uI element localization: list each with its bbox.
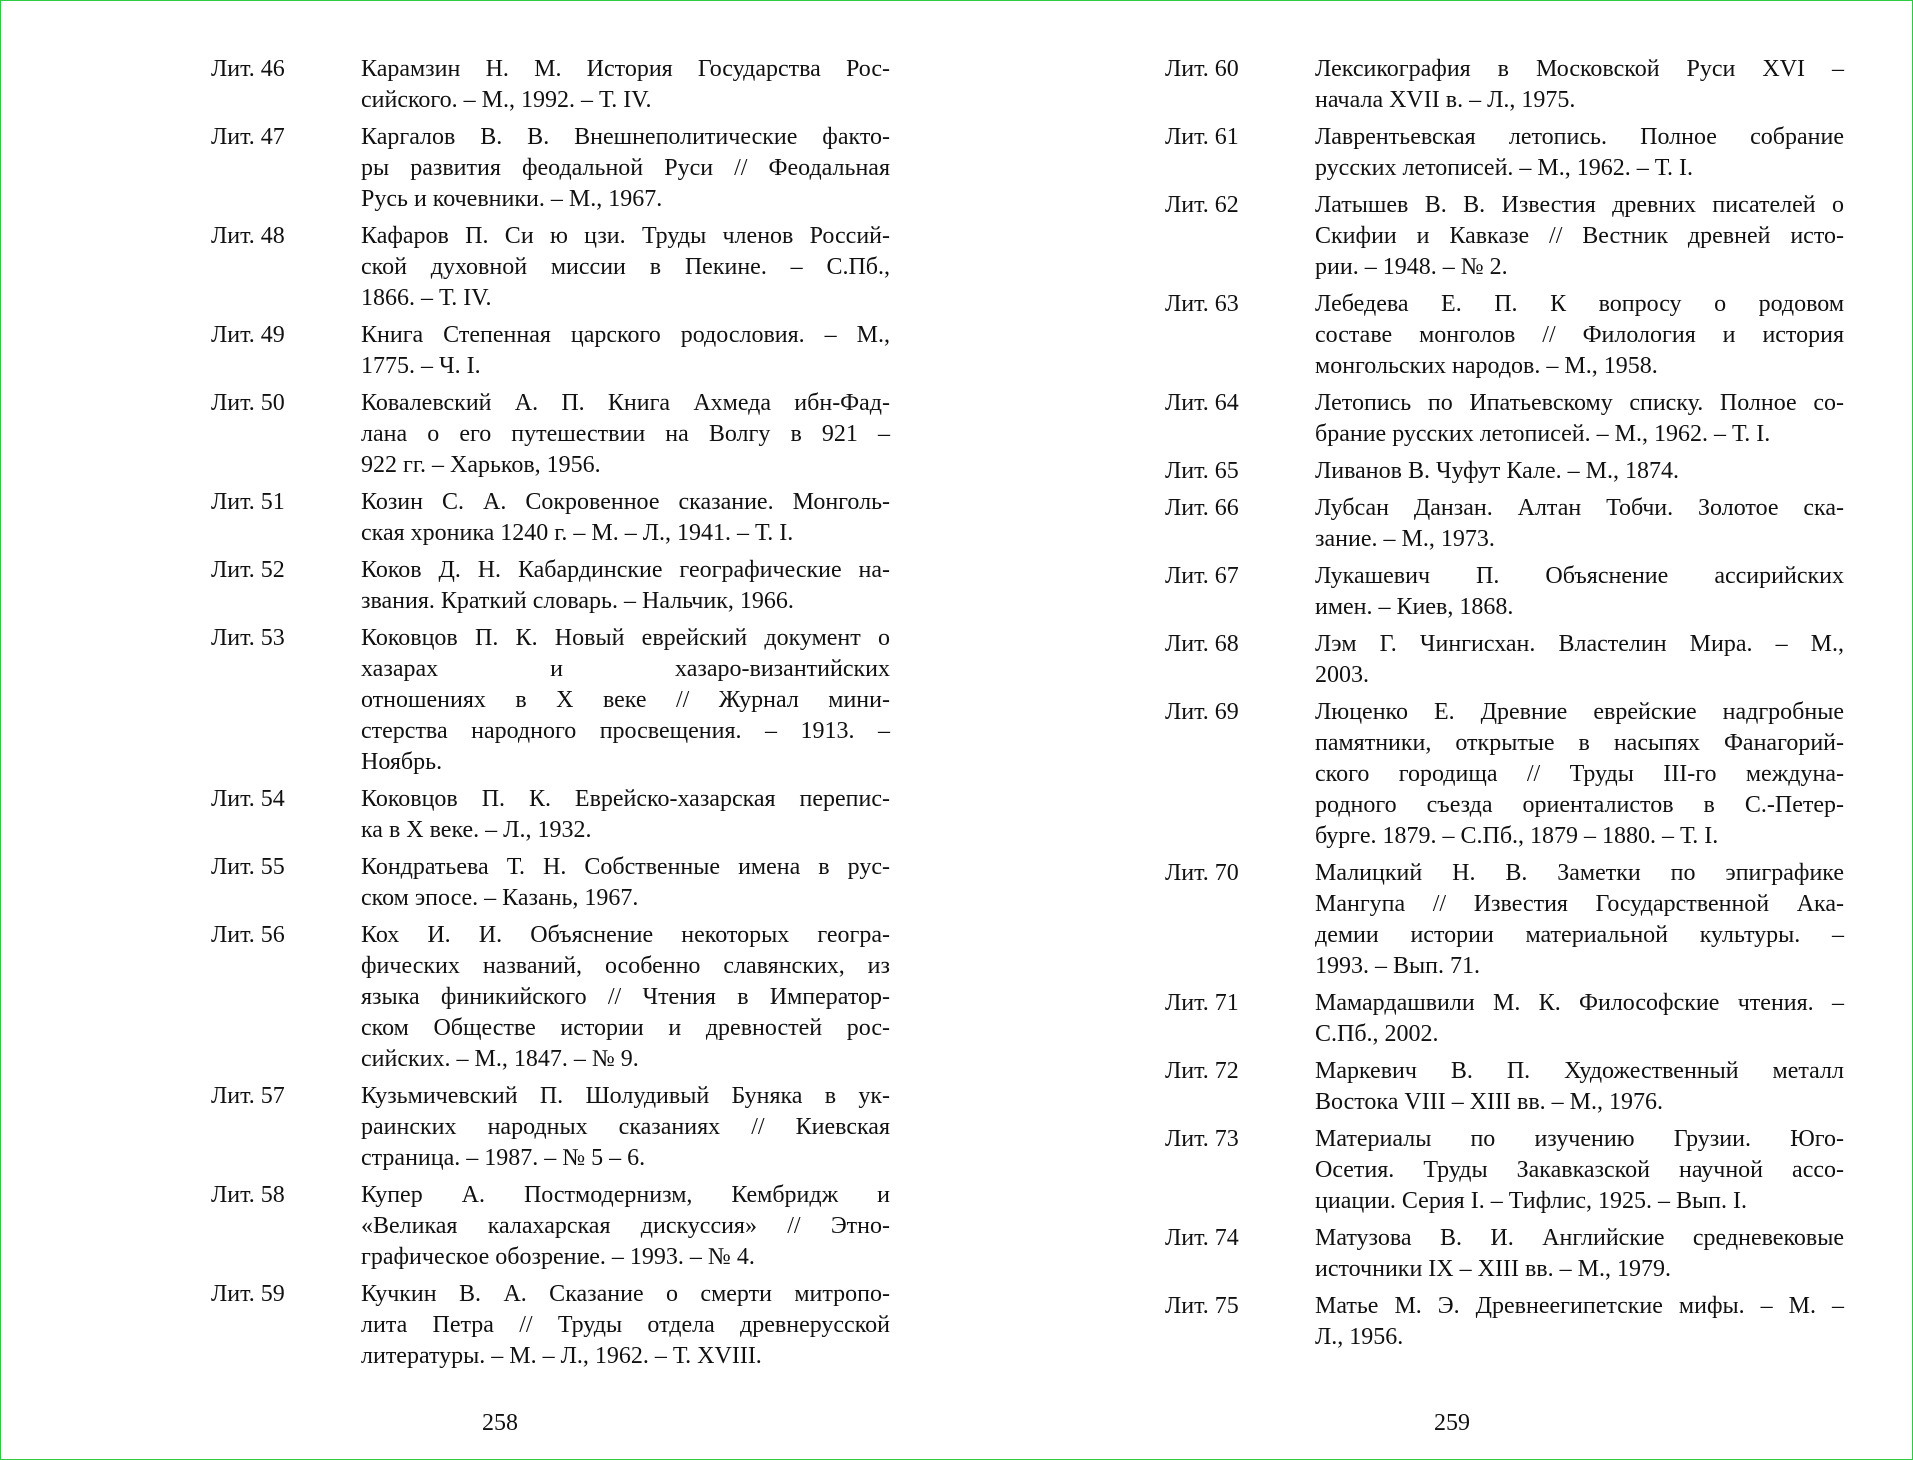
entry-text — [361, 54, 890, 116]
bibliography-entry — [211, 784, 890, 846]
entry-text — [361, 1279, 890, 1372]
entry-line: Лукашевич П. Объяснение ассирийских — [1315, 563, 1844, 589]
bibliography-entry — [211, 1180, 890, 1273]
entry-label: Лит. 68 — [1165, 631, 1239, 657]
entry-label: Лит. 46 — [211, 56, 285, 82]
entry-label: Лит. 75 — [1165, 1293, 1239, 1319]
entry-line: ской духовной миссии в Пекине. – С.Пб., — [361, 254, 890, 280]
entry-line: составе монголов // Филология и история — [1315, 322, 1844, 348]
entry-line: ская хроника 1240 г. – М. – Л., 1941. – Т. I. — [361, 520, 794, 546]
entry-line: ском Обществе истории и древностей рос- — [361, 1015, 890, 1041]
entry-label: Лит. 61 — [1165, 124, 1239, 150]
entry-line: «Великая калахарская дискуссия» // Этно- — [361, 1213, 890, 1239]
entry-line: Коковцов П. К. Новый еврейский документ о — [361, 625, 890, 651]
entry-line: Кучкин В. А. Сказание о смерти митропо- — [361, 1281, 890, 1307]
entry-text — [361, 122, 890, 215]
bibliography-entry — [1165, 289, 1844, 382]
entry-line: Лексикография в Московской Руси XVI – — [1315, 56, 1844, 82]
entry-text — [361, 555, 890, 617]
entry-label: Лит. 70 — [1165, 860, 1239, 886]
entry-line: 2003. — [1315, 662, 1369, 688]
entry-line: циации. Серия I. – Тифлис, 1925. – Вып. I. — [1315, 1188, 1747, 1214]
entry-line: Востока VIII – XIII вв. – М., 1976. — [1315, 1089, 1663, 1115]
bibliography-entry — [211, 388, 890, 481]
entry-label: Лит. 58 — [211, 1182, 285, 1208]
bibliography-entry — [211, 1081, 890, 1174]
bibliography-entry — [211, 54, 890, 116]
entry-text — [1315, 1124, 1844, 1217]
entry-line: Книга Степенная царского родословия. – М., — [361, 322, 890, 348]
bibliography-entry — [1165, 988, 1844, 1050]
entry-line: Лубсан Данзан. Алтан Тобчи. Золотое ска- — [1315, 495, 1844, 521]
entry-line: рии. – 1948. – № 2. — [1315, 254, 1508, 280]
entry-line: сийских. – М., 1847. – № 9. — [361, 1046, 639, 1072]
bibliography-entry — [1165, 122, 1844, 184]
entry-text — [361, 388, 890, 481]
entry-line: хазарах и хазаро-византийских — [361, 656, 890, 682]
entry-line: стерства народного просвещения. – 1913. – — [361, 718, 890, 744]
entry-line: Летопись по Ипатьевскому списку. Полное со- — [1315, 390, 1844, 416]
entry-line: Материалы по изучению Грузии. Юго- — [1315, 1126, 1844, 1152]
entry-line: Лэм Г. Чингисхан. Властелин Мира. – М., — [1315, 631, 1844, 657]
entry-line: Ливанов В. Чуфут Кале. – М., 1874. — [1315, 458, 1679, 484]
entry-text — [1315, 1223, 1844, 1285]
entry-label: Лит. 50 — [211, 390, 285, 416]
entry-line: ского городища // Труды III-го междуна- — [1315, 761, 1844, 787]
entry-label: Лит. 73 — [1165, 1126, 1239, 1152]
bibliography-entry — [211, 487, 890, 549]
entry-label: Лит. 60 — [1165, 56, 1239, 82]
entry-line: имен. – Киев, 1868. — [1315, 594, 1514, 620]
entry-line: лана о его путешествии на Волгу в 921 – — [361, 421, 890, 447]
bibliography-entry — [1165, 493, 1844, 555]
entry-line: памятники, открытые в насыпях Фанагорий- — [1315, 730, 1844, 756]
entry-line: 922 гг. – Харьков, 1956. — [361, 452, 601, 478]
entry-line: Осетия. Труды Закавказской научной ассо- — [1315, 1157, 1844, 1183]
entry-line: языка финикийского // Чтения в Император- — [361, 984, 890, 1010]
entry-label: Лит. 74 — [1165, 1225, 1239, 1251]
entry-text — [1315, 629, 1844, 691]
bibliography-entry — [1165, 629, 1844, 691]
entry-text — [1315, 289, 1844, 382]
entry-line: начала XVII в. – Л., 1975. — [1315, 87, 1576, 113]
entry-text — [1315, 858, 1844, 982]
entry-line: Лаврентьевская летопись. Полное собрание — [1315, 124, 1844, 150]
bibliography-entry — [211, 320, 890, 382]
entry-line: Ковалевский А. П. Книга Ахмеда ибн-Фад- — [361, 390, 890, 416]
entry-text — [361, 320, 890, 382]
entry-line: Матузова В. И. Английские средневековые — [1315, 1225, 1844, 1251]
entry-line: демии истории материальной культуры. – — [1315, 922, 1844, 948]
entry-label: Лит. 48 — [211, 223, 285, 249]
entry-line: Коков Д. Н. Кабардинские географические на- — [361, 557, 890, 583]
entry-line: раинских народных сказаниях // Киевская — [361, 1114, 890, 1140]
entry-text — [361, 221, 890, 314]
entry-line: сийского. – М., 1992. – Т. IV. — [361, 87, 652, 113]
entry-line: Кузьмичевский П. Шолудивый Буняка в ук- — [361, 1083, 890, 1109]
entry-line: Малицкий Н. В. Заметки по эпиграфике — [1315, 860, 1844, 886]
entry-line: Карамзин Н. М. История Государства Рос- — [361, 56, 890, 82]
entry-label: Лит. 55 — [211, 854, 285, 880]
entry-line: Мангупа // Известия Государственной Ака- — [1315, 891, 1844, 917]
entry-label: Лит. 64 — [1165, 390, 1239, 416]
entry-line: Маркевич В. П. Художественный металл — [1315, 1058, 1844, 1084]
entry-line: Скифии и Кавказе // Вестник древней исто- — [1315, 223, 1844, 249]
entry-line: ры развития феодальной Руси // Феодальная — [361, 155, 890, 181]
entry-label: Лит. 62 — [1165, 192, 1239, 218]
entry-label: Лит. 66 — [1165, 495, 1239, 521]
entry-label: Лит. 47 — [211, 124, 285, 150]
entry-text — [361, 852, 890, 914]
entry-line: графическое обозрение. – 1993. – № 4. — [361, 1244, 755, 1270]
entry-line: С.Пб., 2002. — [1315, 1021, 1439, 1047]
entry-line: литературы. – М. – Л., 1962. – Т. XVIII. — [361, 1343, 762, 1369]
entry-line: Ноябрь. — [361, 749, 443, 775]
entry-line: 1866. – Т. IV. — [361, 285, 492, 311]
entry-label: Лит. 49 — [211, 322, 285, 348]
bibliography-entry — [211, 920, 890, 1075]
entry-text — [1315, 122, 1844, 184]
entry-line: фических названий, особенно славянских, из — [361, 953, 890, 979]
entry-label: Лит. 51 — [211, 489, 285, 515]
entry-line: русских летописей. – М., 1962. – Т. I. — [1315, 155, 1694, 181]
right-page-bibliography — [1165, 54, 1844, 1359]
entry-line: Козин С. А. Сокровенное сказание. Монголь- — [361, 489, 890, 515]
entry-text — [361, 487, 890, 549]
entry-line: Л., 1956. — [1315, 1324, 1404, 1350]
bibliography-entry — [1165, 388, 1844, 450]
bibliography-entry — [1165, 456, 1844, 487]
bibliography-entry — [1165, 190, 1844, 283]
entry-label: Лит. 71 — [1165, 990, 1239, 1016]
entry-line: звания. Краткий словарь. – Нальчик, 1966. — [361, 588, 794, 614]
page-number-right: 259 — [1434, 1410, 1470, 1436]
entry-line: Кафаров П. Си ю цзи. Труды членов Россий- — [361, 223, 890, 249]
entry-line: Коковцов П. К. Еврейско-хазарская перепис- — [361, 786, 890, 812]
bibliography-entry — [1165, 1124, 1844, 1217]
bibliography-entry — [211, 852, 890, 914]
bibliography-entry — [1165, 1291, 1844, 1353]
left-page-bibliography — [211, 54, 890, 1378]
entry-text — [1315, 697, 1844, 852]
entry-line: Каргалов В. В. Внешнеполитические факто- — [361, 124, 890, 150]
entry-label: Лит. 67 — [1165, 563, 1239, 589]
entry-line: Кондратьева Т. Н. Собственные имена в рус- — [361, 854, 890, 880]
entry-text — [1315, 388, 1844, 450]
entry-text — [1315, 1291, 1844, 1353]
entry-label: Лит. 59 — [211, 1281, 285, 1307]
entry-text — [1315, 1056, 1844, 1118]
entry-line: ка в X веке. – Л., 1932. — [361, 817, 592, 843]
entry-label: Лит. 54 — [211, 786, 285, 812]
entry-line: Кох И. И. Объяснение некоторых геогра- — [361, 922, 890, 948]
entry-text — [361, 920, 890, 1075]
entry-label: Лит. 53 — [211, 625, 285, 651]
page-number-left: 258 — [482, 1410, 518, 1436]
entry-line: брание русских летописей. – М., 1962. – Т. I. — [1315, 421, 1771, 447]
entry-line: зание. – М., 1973. — [1315, 526, 1495, 552]
bibliography-entry — [211, 555, 890, 617]
bibliography-entry — [211, 623, 890, 778]
entry-line: отношениях в X веке // Журнал мини- — [361, 687, 890, 713]
entry-text — [1315, 493, 1844, 555]
entry-label: Лит. 57 — [211, 1083, 285, 1109]
entry-label: Лит. 69 — [1165, 699, 1239, 725]
entry-line: Купер А. Постмодернизм, Кембридж и — [361, 1182, 890, 1208]
entry-line: родного съезда ориенталистов в С.-Петер- — [1315, 792, 1844, 818]
entry-line: монгольских народов. – М., 1958. — [1315, 353, 1658, 379]
bibliography-entry — [1165, 561, 1844, 623]
entry-text — [1315, 54, 1844, 116]
entry-line: лита Петра // Труды отдела древнерусской — [361, 1312, 890, 1338]
entry-text — [1315, 190, 1844, 283]
entry-line: 1993. – Вып. 71. — [1315, 953, 1480, 979]
entry-text — [1315, 988, 1844, 1050]
entry-label: Лит. 63 — [1165, 291, 1239, 317]
bibliography-entry — [211, 122, 890, 215]
bibliography-entry — [1165, 1223, 1844, 1285]
entry-text — [361, 1180, 890, 1273]
entry-text — [361, 623, 890, 778]
entry-text — [1315, 456, 1844, 487]
entry-line: источники IX – XIII вв. – М., 1979. — [1315, 1256, 1671, 1282]
bibliography-entry — [1165, 697, 1844, 852]
entry-label: Лит. 65 — [1165, 458, 1239, 484]
bibliography-entry — [1165, 1056, 1844, 1118]
bibliography-entry — [211, 221, 890, 314]
bibliography-entry — [1165, 858, 1844, 982]
entry-line: Русь и кочевники. – М., 1967. — [361, 186, 663, 212]
entry-line: ском эпосе. – Казань, 1967. — [361, 885, 639, 911]
entry-label: Лит. 56 — [211, 922, 285, 948]
entry-line: Матье М. Э. Древнеегипетские мифы. – М. – — [1315, 1293, 1844, 1319]
entry-text — [1315, 561, 1844, 623]
bibliography-entry — [1165, 54, 1844, 116]
entry-line: страница. – 1987. – № 5 – 6. — [361, 1145, 646, 1171]
entry-text — [361, 1081, 890, 1174]
entry-line: Лебедева Е. П. К вопросу о родовом — [1315, 291, 1844, 317]
entry-line: Латышев В. В. Известия древних писателей о — [1315, 192, 1844, 218]
entry-text — [361, 784, 890, 846]
entry-label: Лит. 72 — [1165, 1058, 1239, 1084]
entry-line: Мамардашвили М. К. Философские чтения. – — [1315, 990, 1844, 1016]
entry-label: Лит. 52 — [211, 557, 285, 583]
entry-line: 1775. – Ч. I. — [361, 353, 481, 379]
bibliography-entry — [211, 1279, 890, 1372]
entry-line: Люценко Е. Древние еврейские надгробные — [1315, 699, 1844, 725]
entry-line: бурге. 1879. – С.Пб., 1879 – 1880. – Т. I. — [1315, 823, 1719, 849]
